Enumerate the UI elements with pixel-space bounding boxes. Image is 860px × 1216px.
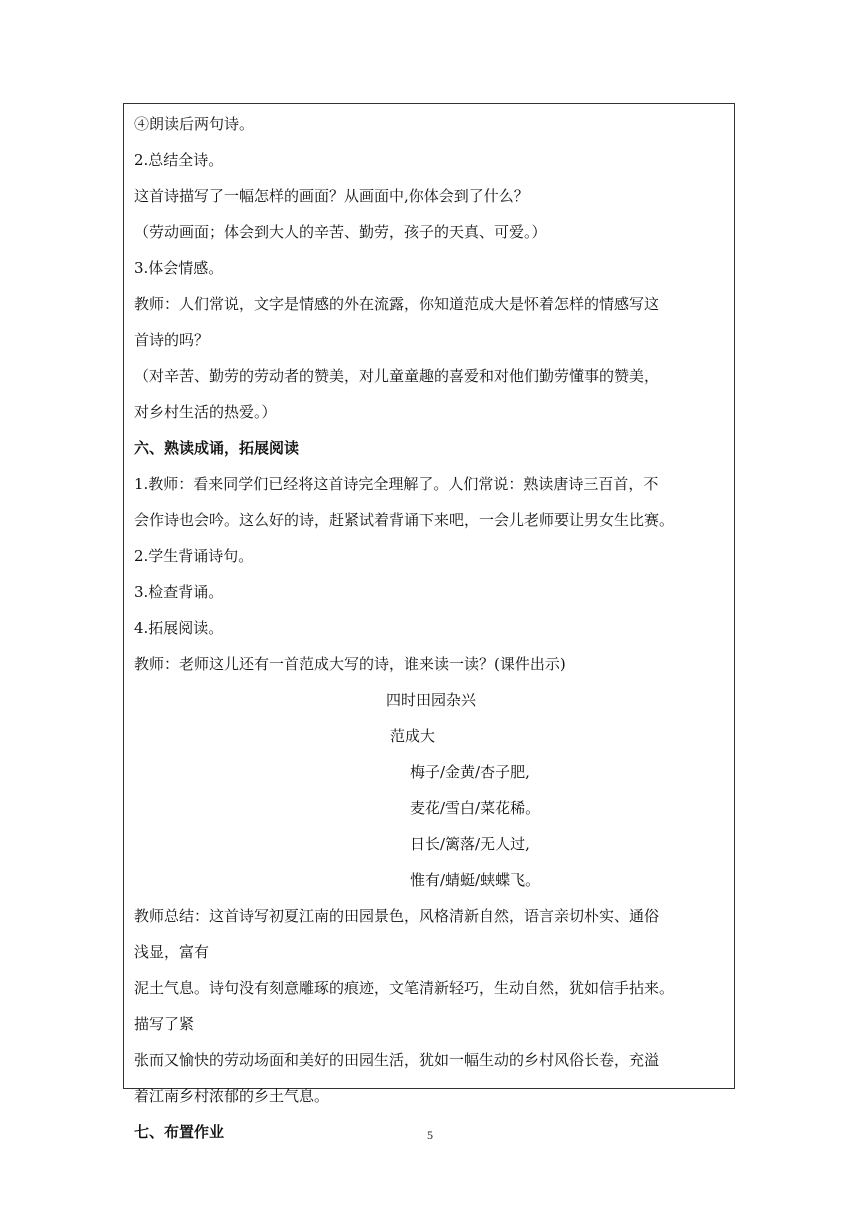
paragraph [134, 364, 728, 425]
section-heading-6: 六、熟读成诵，拓展阅读 [134, 439, 300, 457]
text-line: 会作诗也会吟。这么好的诗，赶紧试着背诵下来吧，一会儿老师要让男女生比赛。 [134, 511, 675, 529]
section-heading-7: 七、布置作业 [134, 1123, 225, 1141]
poem-verse: 惟有/蜻蜓/蛱蝶飞。 [410, 871, 541, 889]
text-line: ④朗读后两句诗。 [134, 115, 255, 133]
document-body [134, 112, 728, 1156]
text-line: 泥土气息。诗句没有刻意雕琢的痕迹，文笔清新轻巧，生动自然，犹如信手拈来。 [134, 979, 675, 997]
text-line: 浅显，富有 [134, 943, 210, 961]
text-line: 2.学生背诵诗句。 [134, 547, 254, 565]
text-line: （对辛苦、勤劳的劳动者的赞美，对儿童童趣的喜爱和对他们勤劳懂事的赞美， [134, 367, 660, 385]
poem-verse: 麦花/雪白/菜花稀。 [410, 799, 541, 817]
poem-title: 四时田园杂兴 [385, 691, 476, 709]
text-line: 4.拓展阅读。 [134, 619, 224, 637]
text-line: 3.检查背诵。 [134, 583, 224, 601]
text-line: 张而又愉快的劳动场面和美好的田园生活，犹如一幅生动的乡村风俗长卷，充溢 [134, 1051, 660, 1069]
text-line: 着江南乡村浓郁的乡土气息。 [134, 1087, 330, 1105]
paragraph [134, 472, 728, 533]
text-line: 教师：人们常说，文字是情感的外在流露，你知道范成大是怀着怎样的情感写这 [134, 295, 660, 313]
text-line: 2.总结全诗。 [134, 151, 224, 169]
text-line: （劳动画面；体会到大人的辛苦、勤劳，孩子的天真、可爱。） [134, 223, 547, 241]
paragraph [134, 292, 728, 353]
poem-verse: 梅子/金黄/杏子肥, [410, 763, 530, 781]
page-number: 5 [427, 1128, 433, 1142]
text-line: 这首诗描写了一幅怎样的画面？从画面中,你体会到了什么？ [134, 187, 529, 205]
text-line: 3.体会情感。 [134, 259, 224, 277]
text-line: 1.教师：看来同学们已经将这首诗完全理解了。人们常说：熟读唐诗三百首，不 [134, 475, 659, 493]
text-line: 首诗的吗？ [134, 331, 210, 349]
poem-author: 范成大 [390, 727, 436, 745]
text-line: 教师：老师这儿还有一首范成大写的诗，谁来读一读？(课件出示) [134, 655, 566, 673]
poem-verse: 日长/篱落/无人过, [410, 835, 530, 853]
text-line: 对乡村生活的热爱。） [134, 403, 277, 421]
content-table-cell [123, 103, 735, 1141]
text-line: 教师总结：这首诗写初夏江南的田园景色，风格清新自然，语言亲切朴实、通俗 [134, 907, 660, 925]
text-line: 描写了紧 [134, 1015, 195, 1033]
